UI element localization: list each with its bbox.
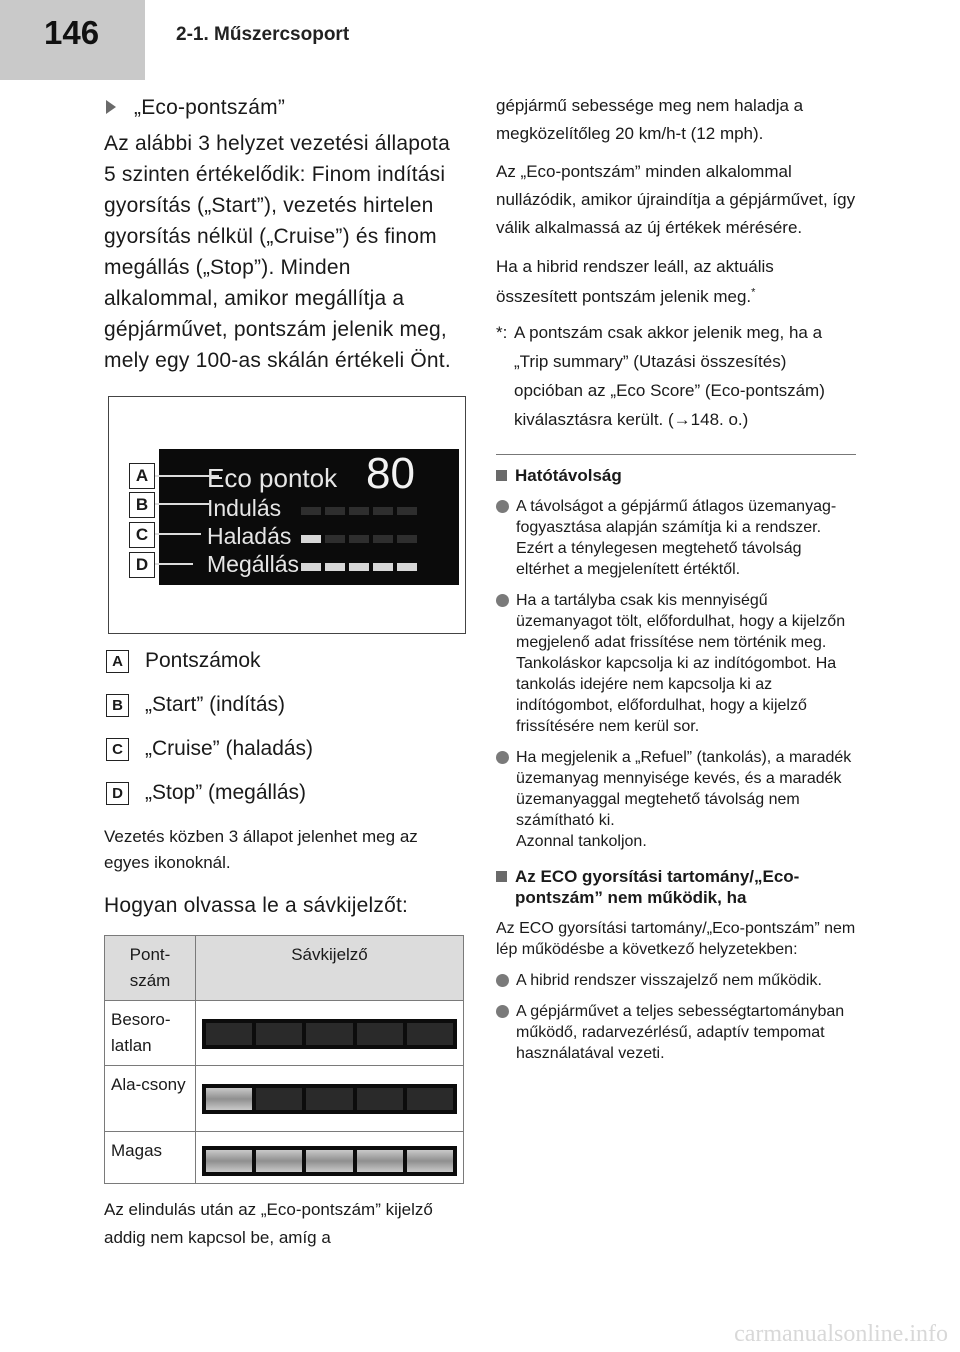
legend-item bbox=[104, 736, 466, 762]
how-to-read: Hogyan olvassa le a sávkijelzőt: bbox=[104, 894, 409, 917]
triangle-arrow-icon bbox=[106, 100, 116, 114]
screen-gauge-start bbox=[301, 507, 417, 515]
table-header-score: Pont-szám bbox=[105, 936, 196, 1001]
list-item-text: Ha megjelenik a „Refuel” (tankolás), a maradék üzemanyag mennyisége kevés, és a maradék üzemanyaggal megtehető távolság nem számítható ki. Azonnal tankoljon. bbox=[516, 749, 852, 850]
legend-item bbox=[104, 692, 466, 718]
footnote-text: A pontszám csak akkor jelenik meg, ha a „Trip summary” (Utazási összesítés) opcióban az „Eco Score” (Eco-pontszám) kiválasztásra került. (→148. o.) bbox=[514, 323, 825, 429]
section-heading bbox=[104, 92, 466, 122]
section-eco-off-title: Az ECO gyorsítási tartomány/„Eco-pontszám” nem működik, ha bbox=[515, 867, 800, 907]
list-item-text: A hibrid rendszer visszajelző nem működik. bbox=[516, 972, 822, 989]
intro-paragraph: Az alábbi 3 helyzet vezetési állapota 5 szinten értékelődik: Finom indítási gyorsítás („Start”), vezetés hirtelen gyorsítás nélkül („Cruise”) és finom megállás („Stop”). Minden alkalommal, amikor megállítja a gépjárművet, pontszám jelenik meg, mely egy 100-as skálán értékeli Önt. bbox=[104, 132, 451, 372]
paragraph-speed: gépjármű sebessége meg nem haladja a megközelítőleg 20 km/h-t (12 mph). bbox=[496, 96, 804, 143]
after-table-text: Az elindulás után az „Eco-pontszám” kijelző addig nem kapcsol be, amíg a bbox=[104, 1200, 433, 1247]
list-item-text: A távolságot a gépjármű átlagos üzemanyag-fogyasztása alapján számítja ki a rendszer. Ezért a ténylegesen megtehető távolság eltérhet a megjelenített értéktől. bbox=[516, 498, 837, 578]
legend-text: „Start” (indítás) bbox=[145, 693, 286, 716]
bullet-icon bbox=[496, 500, 509, 513]
table-row bbox=[105, 1001, 464, 1066]
screen-row-cruise: Haladás bbox=[207, 523, 292, 549]
list-item bbox=[496, 496, 856, 580]
page-number: 146 bbox=[44, 14, 100, 51]
footnote-mark: *: bbox=[496, 323, 508, 342]
legend-item bbox=[104, 648, 466, 674]
table-cell-name: Besoro-latlan bbox=[105, 1001, 196, 1066]
chapter-title: 2-1. Műszercsoport bbox=[176, 24, 350, 45]
list-item bbox=[496, 1001, 856, 1064]
screen-row-stop: Megállás bbox=[207, 551, 300, 577]
callout-line-d bbox=[155, 563, 193, 565]
right-column bbox=[496, 92, 856, 1064]
eco-score-figure bbox=[108, 396, 466, 634]
screen-row-start: Indulás bbox=[207, 495, 282, 521]
legend-key: C bbox=[106, 738, 129, 761]
screen-gauge-cruise bbox=[301, 535, 417, 543]
footnote-ref: * bbox=[751, 286, 756, 299]
screen-title: Eco pontok bbox=[207, 463, 338, 493]
callout-d: D bbox=[129, 552, 155, 578]
bullet-icon bbox=[496, 1005, 509, 1018]
legend-key: D bbox=[106, 782, 129, 805]
legend-text: Pontszámok bbox=[145, 649, 261, 672]
left-column bbox=[104, 92, 466, 1252]
callout-a: A bbox=[129, 463, 155, 489]
section-range bbox=[496, 465, 856, 486]
legend-text: „Cruise” (haladás) bbox=[145, 737, 314, 760]
legend-key: B bbox=[106, 694, 129, 717]
bullet-icon bbox=[496, 594, 509, 607]
list-item bbox=[496, 747, 856, 852]
screen-score: 80 bbox=[366, 449, 415, 498]
section-range-title: Hatótávolság bbox=[515, 466, 622, 485]
watermark: carmanualsonline.info bbox=[734, 1321, 948, 1347]
states-note: Vezetés közben 3 állapot jelenhet meg az egyes ikonoknál. bbox=[104, 827, 418, 872]
list-item-text: A gépjárművet a teljes sebességtartományban működő, radarvezérlésű, adaptív tempomat használatával vezeti. bbox=[516, 1003, 845, 1062]
paragraph-hybrid bbox=[496, 252, 856, 312]
table-header-gauge: Sávkijelző bbox=[196, 936, 464, 1001]
legend-item bbox=[104, 780, 466, 806]
section-heading-text: „Eco-pontszám” bbox=[134, 95, 286, 119]
footnote bbox=[496, 318, 856, 434]
table-row bbox=[105, 1132, 464, 1184]
callout-line-b bbox=[155, 503, 209, 505]
square-bullet-icon bbox=[496, 470, 507, 481]
bullet-icon bbox=[496, 974, 509, 987]
list-item-text: Ha a tartályba csak kis mennyiségű üzemanyagot tölt, előfordulhat, hogy a kijelzőn megjelenő adat frissítése nem történik meg. Tankoláskor kapcsolja ki az indítógombot. Ha tankolás idejére nem kapcsolja ki az indítógombot, előfordulhat, hogy a kijelző frissítésére nem kerül sor. bbox=[516, 592, 846, 735]
section-divider bbox=[496, 454, 856, 455]
table-cell-name: Magas bbox=[105, 1132, 196, 1184]
callout-b: B bbox=[129, 492, 155, 518]
callout-line-c bbox=[155, 533, 201, 535]
bullet-icon bbox=[496, 751, 509, 764]
legend bbox=[104, 648, 466, 806]
screen-gauge-stop bbox=[301, 563, 417, 571]
section-eco-off-intro: Az ECO gyorsítási tartomány/„Eco-pontszám” nem lép működésbe a következő helyzetekben: bbox=[496, 920, 856, 958]
table-gauge bbox=[202, 1146, 457, 1176]
callout-c: C bbox=[129, 522, 155, 548]
paragraph-reset: Az „Eco-pontszám” minden alkalommal nullázódik, amikor újraindítja a gépjárművet, így válik alkalmassá az új értékek mérésére. bbox=[496, 162, 856, 237]
table-cell-name: Ala-csony bbox=[105, 1066, 196, 1132]
list-item bbox=[496, 970, 856, 991]
paragraph-hybrid-text: Ha a hibrid rendszer leáll, az aktuális összesített pontszám jelenik meg. bbox=[496, 257, 774, 306]
eco-score-screen bbox=[159, 449, 459, 585]
legend-key: A bbox=[106, 650, 129, 673]
legend-text: „Stop” (megállás) bbox=[145, 781, 307, 804]
table-gauge bbox=[202, 1019, 457, 1049]
callout-line-a bbox=[155, 475, 219, 477]
table-row bbox=[105, 1066, 464, 1132]
list-item bbox=[496, 590, 856, 737]
square-bullet-icon bbox=[496, 871, 507, 882]
gauge-table bbox=[104, 935, 464, 1184]
section-eco-off bbox=[496, 866, 856, 908]
table-gauge bbox=[202, 1084, 457, 1114]
